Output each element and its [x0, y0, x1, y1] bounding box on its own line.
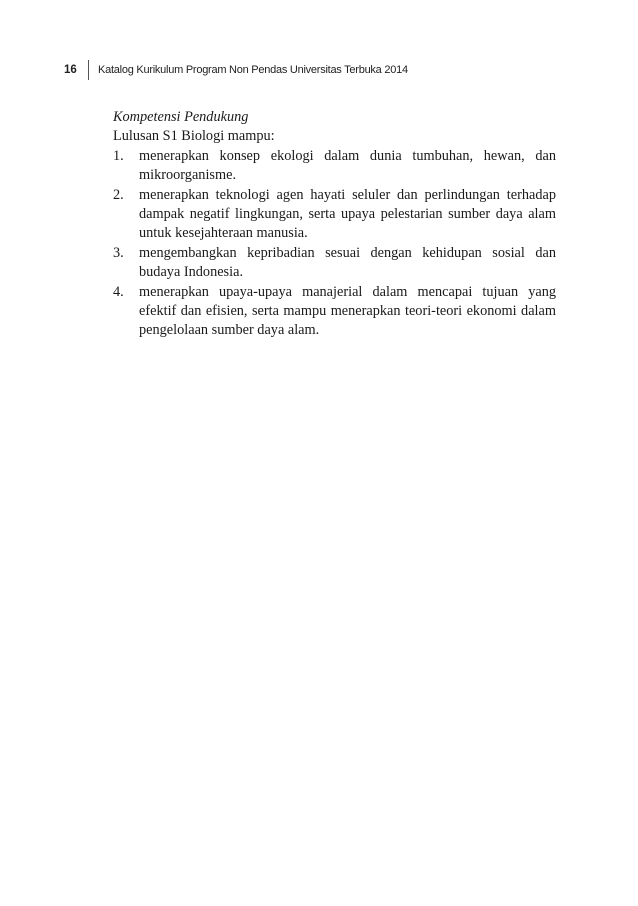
list-item	[113, 186, 556, 244]
list-item-number: 2.	[113, 186, 124, 203]
list-item	[113, 147, 556, 186]
list-item-text: menerapkan konsep ekologi dalam dunia tumbuhan, hewan, dan mikroorganisme.	[139, 147, 556, 184]
list-item	[113, 244, 556, 283]
list-item	[113, 283, 556, 341]
header-title: Katalog Kurikulum Program Non Pendas Universitas Terbuka 2014	[98, 64, 408, 76]
competency-list	[113, 147, 556, 341]
page-number: 16	[64, 64, 77, 76]
section-intro: Lulusan S1 Biologi mampu:	[113, 128, 275, 145]
list-item-number: 3.	[113, 244, 124, 261]
list-item-text: menerapkan teknologi agen hayati seluler dan perlindungan terhadap dampak negatif lingkungan, serta upaya pelestarian sumber daya alam untuk kesejahteraan manusia.	[139, 186, 556, 242]
list-item-text: menerapkan upaya-upaya manajerial dalam mencapai tujuan yang efektif dan efisien, serta mampu menerapkan teori-teori ekonomi dalam pengelolaan sumber daya alam.	[139, 283, 556, 339]
list-item-text: mengembangkan kepribadian sesuai dengan kehidupan sosial dan budaya Indonesia.	[139, 244, 556, 281]
page-header	[64, 60, 408, 80]
header-divider	[88, 60, 89, 80]
list-item-number: 1.	[113, 147, 124, 164]
page-content	[113, 108, 556, 341]
list-item-number: 4.	[113, 283, 124, 300]
section-title: Kompetensi Pendukung	[113, 109, 249, 125]
